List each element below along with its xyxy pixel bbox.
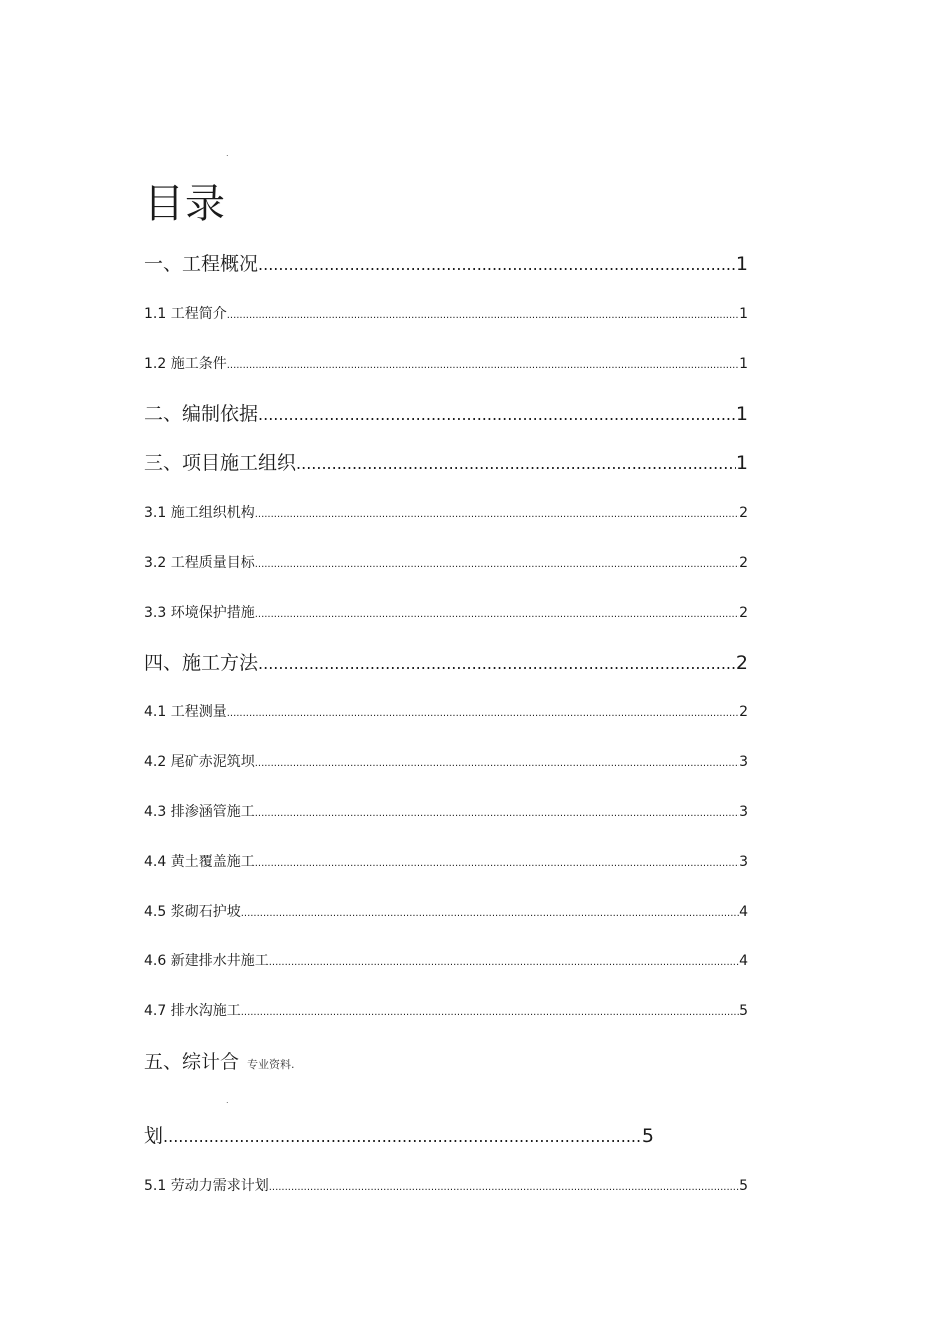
- toc-entry-4-7[interactable]: [144, 1002, 748, 1022]
- toc-entry-page: 5: [739, 1003, 748, 1019]
- toc-title: 目录: [144, 181, 226, 227]
- toc-entry-label: 1.2 施工条件: [144, 356, 227, 372]
- toc-dot-leader: [255, 556, 739, 574]
- toc-entry-3-3[interactable]: [144, 604, 748, 624]
- toc-entry-page: 3: [739, 854, 748, 870]
- toc-entry-label: 划: [144, 1125, 164, 1147]
- toc-dot-leader: [296, 452, 736, 476]
- toc-entry-label: 五、综计合: [144, 1051, 240, 1073]
- toc-entry-page: 1: [739, 306, 748, 322]
- toc-entry-label: 4.5 浆砌石护坡: [144, 904, 241, 920]
- toc-entry-label: 4.3 排渗涵管施工: [144, 804, 255, 820]
- toc-entry-3-2[interactable]: [144, 554, 748, 574]
- toc-entry-1[interactable]: [144, 252, 748, 277]
- toc-entry-4-2[interactable]: [144, 753, 748, 773]
- toc-entry-page: 4: [739, 953, 748, 969]
- toc-dot-leader: [258, 403, 736, 427]
- page-dot-mark: .: [226, 149, 229, 158]
- toc-entry-page: 3: [739, 804, 748, 820]
- toc-entry-page: 2: [735, 652, 748, 674]
- toc-dot-leader: [227, 307, 739, 325]
- page-dot-mark: .: [226, 1096, 229, 1105]
- toc-entry-label: 4.1 工程测量: [144, 704, 227, 720]
- toc-entry-4[interactable]: [144, 651, 748, 676]
- toc-dot-leader: [255, 606, 739, 624]
- toc-entry-label: 1.1 工程简介: [144, 306, 227, 322]
- toc-entry-label: 4.7 排水沟施工: [144, 1003, 241, 1019]
- toc-entry-4-5[interactable]: [144, 903, 748, 923]
- toc-entry-3-1[interactable]: [144, 504, 748, 524]
- toc-dot-leader: [258, 253, 736, 277]
- toc-entry-page: 1: [735, 452, 748, 474]
- page-footer-note: 专业资料.: [247, 1058, 295, 1071]
- toc-entry-5-start[interactable]: [144, 1050, 295, 1077]
- toc-entry-5-end[interactable]: [144, 1124, 654, 1149]
- toc-entry-3[interactable]: [144, 451, 748, 476]
- toc-entry-4-1[interactable]: [144, 703, 748, 723]
- toc-entry-label: 二、编制依据: [144, 403, 259, 425]
- toc-dot-leader: [255, 755, 739, 773]
- toc-dot-leader: [255, 855, 739, 873]
- toc-dot-leader: [241, 1004, 739, 1022]
- toc-entry-page: 1: [735, 253, 748, 275]
- toc-entry-page: 4: [739, 904, 748, 920]
- toc-entry-page: 2: [739, 505, 748, 521]
- toc-dot-leader: [255, 805, 739, 823]
- toc-entry-label: 4.4 黄土覆盖施工: [144, 854, 255, 870]
- toc-entry-label: 3.1 施工组织机构: [144, 505, 255, 521]
- toc-entry-label: 5.1 劳动力需求计划: [144, 1178, 269, 1194]
- toc-dot-leader: [269, 1179, 739, 1197]
- toc-entry-page: 2: [739, 555, 748, 571]
- toc-entry-page: 1: [735, 403, 748, 425]
- toc-entry-page: 3: [739, 754, 748, 770]
- toc-entry-1-1[interactable]: [144, 305, 748, 325]
- toc-entry-label: 3.2 工程质量目标: [144, 555, 255, 571]
- toc-entry-label: 四、施工方法: [144, 652, 259, 674]
- toc-entry-4-4[interactable]: [144, 853, 748, 873]
- toc-entry-page: 2: [739, 704, 748, 720]
- toc-entry-label: 三、项目施工组织: [144, 452, 297, 474]
- toc-dot-leader: [241, 905, 739, 923]
- toc-entry-5-1[interactable]: [144, 1177, 748, 1197]
- toc-dot-leader: [227, 357, 739, 375]
- toc-entry-page: 1: [739, 356, 748, 372]
- toc-entry-label: 3.3 环境保护措施: [144, 605, 255, 621]
- toc-entry-label: 一、工程概况: [144, 253, 259, 275]
- toc-entry-label: 4.6 新建排水井施工: [144, 953, 269, 969]
- toc-dot-leader: [258, 652, 736, 676]
- toc-entry-4-3[interactable]: [144, 803, 748, 823]
- toc-dot-leader: [163, 1125, 642, 1149]
- toc-entry-2[interactable]: [144, 402, 748, 427]
- toc-entry-label: 4.2 尾矿赤泥筑坝: [144, 754, 255, 770]
- toc-entry-page: 5: [641, 1125, 654, 1147]
- toc-entry-1-2[interactable]: [144, 355, 748, 375]
- toc-entry-page: 5: [739, 1178, 748, 1194]
- toc-entry-4-6[interactable]: [144, 952, 748, 972]
- toc-entry-page: 2: [739, 605, 748, 621]
- toc-dot-leader: [227, 705, 739, 723]
- toc-dot-leader: [269, 954, 739, 972]
- toc-dot-leader: [255, 506, 739, 524]
